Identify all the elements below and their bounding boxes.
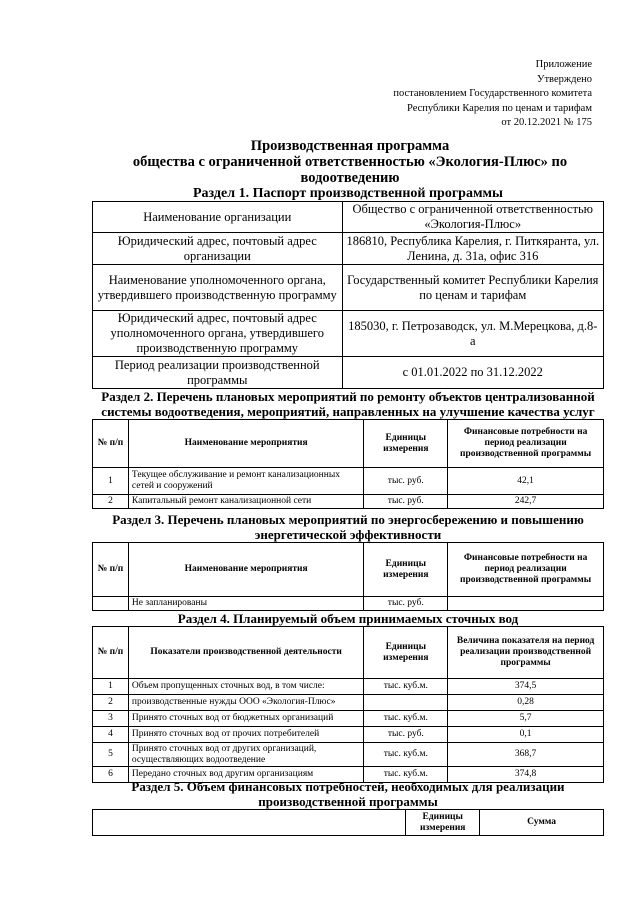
cell-num: 6: [93, 767, 129, 783]
col-header-value: Финансовые потребности на период реализации производственной программы: [448, 420, 604, 468]
passport-label: Наименование организации: [93, 202, 343, 233]
col-header-unit: Единицы измерения: [364, 543, 448, 597]
cell-num: 2: [93, 495, 129, 509]
cell-name: Объем пропущенных сточных вод, в том числе:: [128, 679, 363, 695]
cell-unit: тыс. руб.: [364, 495, 448, 509]
cell-unit: тыс. куб.м.: [364, 679, 448, 695]
col-header-value: Величина показателя на период реализации производственной программы: [448, 627, 604, 679]
cell-value: 242,7: [448, 495, 604, 509]
table-header-row: [93, 543, 604, 597]
section5-title-line: производственной программы: [258, 794, 438, 809]
cell-value: 368,7: [448, 743, 604, 767]
title-line: Производственная программа: [250, 138, 450, 154]
section4-title: Раздел 4. Планируемый объем принимаемых сточных вод: [177, 611, 519, 626]
table-row: [93, 233, 604, 265]
table-row: [93, 495, 604, 509]
col-header-name: [128, 810, 405, 836]
passport-label: Наименование уполномоченного органа, утвердившего производственную программу: [93, 265, 343, 311]
table-header-row: [93, 420, 604, 468]
section3-title-line: Раздел 3. Перечень плановых мероприятий по энергосбережению и повышению: [112, 512, 584, 527]
section5-title-line: Раздел 5. Объем финансовых потребностей, необходимых для реализации: [131, 779, 565, 794]
col-header-num: № п/п: [93, 627, 129, 679]
cell-name: Передано сточных вод другим организациям: [128, 767, 363, 783]
passport-label: Юридический адрес, почтовый адрес организации: [93, 233, 343, 265]
table-row: [93, 711, 604, 727]
cell-name: Капитальный ремонт канализационной сети: [128, 495, 363, 509]
financial-needs-table: [92, 809, 604, 836]
cell-name: производственные нужды ООО «Экология-Плюс»: [128, 695, 363, 711]
approval-line: Приложение: [535, 59, 592, 70]
passport-value: 186810, Республика Карелия, г. Питкяранта, ул. Ленина, д. 31а, офис 316: [342, 233, 603, 265]
cell-num: [93, 597, 129, 611]
cell-value: 374,8: [448, 767, 604, 783]
col-header-value: Финансовые потребности на период реализации производственной программы: [448, 543, 604, 597]
section2-title-line: Раздел 2. Перечень плановых мероприятий по ремонту объектов централизованной: [101, 389, 595, 404]
section3-title-line: энергетической эффективности: [254, 527, 442, 542]
table-header-row: [93, 810, 604, 836]
cell-name: Принято сточных вод от бюджетных организаций: [128, 711, 363, 727]
passport-label: Период реализации производственной программы: [93, 357, 343, 389]
passport-label: Юридический адрес, почтовый адрес уполномоченного органа, утвердившего производственную программу: [93, 311, 343, 357]
approval-line: Республики Карелия по ценам и тарифам: [407, 102, 592, 114]
passport-value: 185030, г. Петрозаводск, ул. М.Мерецкова, д.8-а: [342, 311, 603, 357]
table-row: [93, 695, 604, 711]
col-header-unit: Единицы измерения: [364, 420, 448, 468]
cell-value: 0,1: [448, 727, 604, 743]
col-header-name: Наименование мероприятия: [128, 543, 363, 597]
section1-title: Раздел 1. Паспорт производственной программы: [193, 186, 503, 201]
cell-value: 5,7: [448, 711, 604, 727]
table-row: [93, 311, 604, 357]
cell-num: 4: [93, 727, 129, 743]
cell-unit: тыс. куб.м.: [364, 711, 448, 727]
cell-num: 5: [93, 743, 129, 767]
table-row: [93, 202, 604, 233]
col-header-unit: Единицы измерения: [406, 810, 480, 836]
cell-name: Не запланированы: [128, 597, 363, 611]
col-header-num: № п/п: [93, 543, 129, 597]
col-header-num: № п/п: [93, 420, 129, 468]
section2-title: [86, 389, 610, 419]
table-row: [93, 357, 604, 389]
cell-name: Принято сточных вод от других организаций, осуществляющих водоотведение: [128, 743, 363, 767]
table-row: [93, 265, 604, 311]
cell-unit: тыс. руб.: [364, 468, 448, 495]
section3-title: [92, 512, 604, 542]
col-header-name: Показатели производственной деятельности: [128, 627, 363, 679]
table-row: [93, 743, 604, 767]
title-line: общества с ограниченной ответственностью «Экология-Плюс» по: [132, 154, 568, 170]
col-header-num: [93, 810, 129, 836]
table-row: [93, 597, 604, 611]
approval-block: [393, 58, 592, 131]
approval-line: от 20.12.2021 № 175: [501, 117, 592, 128]
cell-num: 1: [93, 468, 129, 495]
col-header-name: Наименование мероприятия: [128, 420, 363, 468]
energy-measures-table: [92, 542, 604, 611]
cell-name: Принято сточных вод от прочих потребителей: [128, 727, 363, 743]
cell-unit: тыс. руб.: [364, 597, 448, 611]
section5-title: [92, 779, 604, 809]
passport-value: Государственный комитет Республики Карелия по ценам и тарифам: [342, 265, 603, 311]
cell-value: 0,28: [448, 695, 604, 711]
cell-value: 42,1: [448, 468, 604, 495]
cell-num: 2: [93, 695, 129, 711]
section2-title-line: системы водоотведения, мероприятий, направленных на улучшение качества услуг: [101, 404, 595, 419]
passport-value: Общество с ограниченной ответственностью «Экология-Плюс»: [342, 202, 603, 233]
cell-unit: тыс. куб.м.: [364, 767, 448, 783]
cell-value: 374,5: [448, 679, 604, 695]
approval-line: постановлением Государственного комитета: [393, 88, 592, 99]
approval-line: Утверждено: [537, 73, 592, 85]
cell-num: 3: [93, 711, 129, 727]
document-title: [100, 138, 600, 186]
passport-value: с 01.01.2022 по 31.12.2022: [342, 357, 603, 389]
cell-unit: тыс. куб.м.: [364, 743, 448, 767]
wastewater-volume-table: [92, 626, 604, 783]
title-line: водоотведению: [300, 170, 400, 186]
passport-table: [92, 201, 604, 389]
table-row: [93, 679, 604, 695]
table-row: [93, 468, 604, 495]
table-header-row: [93, 627, 604, 679]
repair-measures-table: [92, 419, 604, 509]
col-header-sum: Сумма: [480, 810, 604, 836]
col-header-unit: Единицы измерения: [364, 627, 448, 679]
cell-unit: [364, 695, 448, 711]
cell-value: [448, 597, 604, 611]
cell-unit: тыс. руб.: [364, 727, 448, 743]
table-row: [93, 727, 604, 743]
cell-num: 1: [93, 679, 129, 695]
cell-name: Текущее обслуживание и ремонт канализационных сетей и сооружений: [128, 468, 363, 495]
